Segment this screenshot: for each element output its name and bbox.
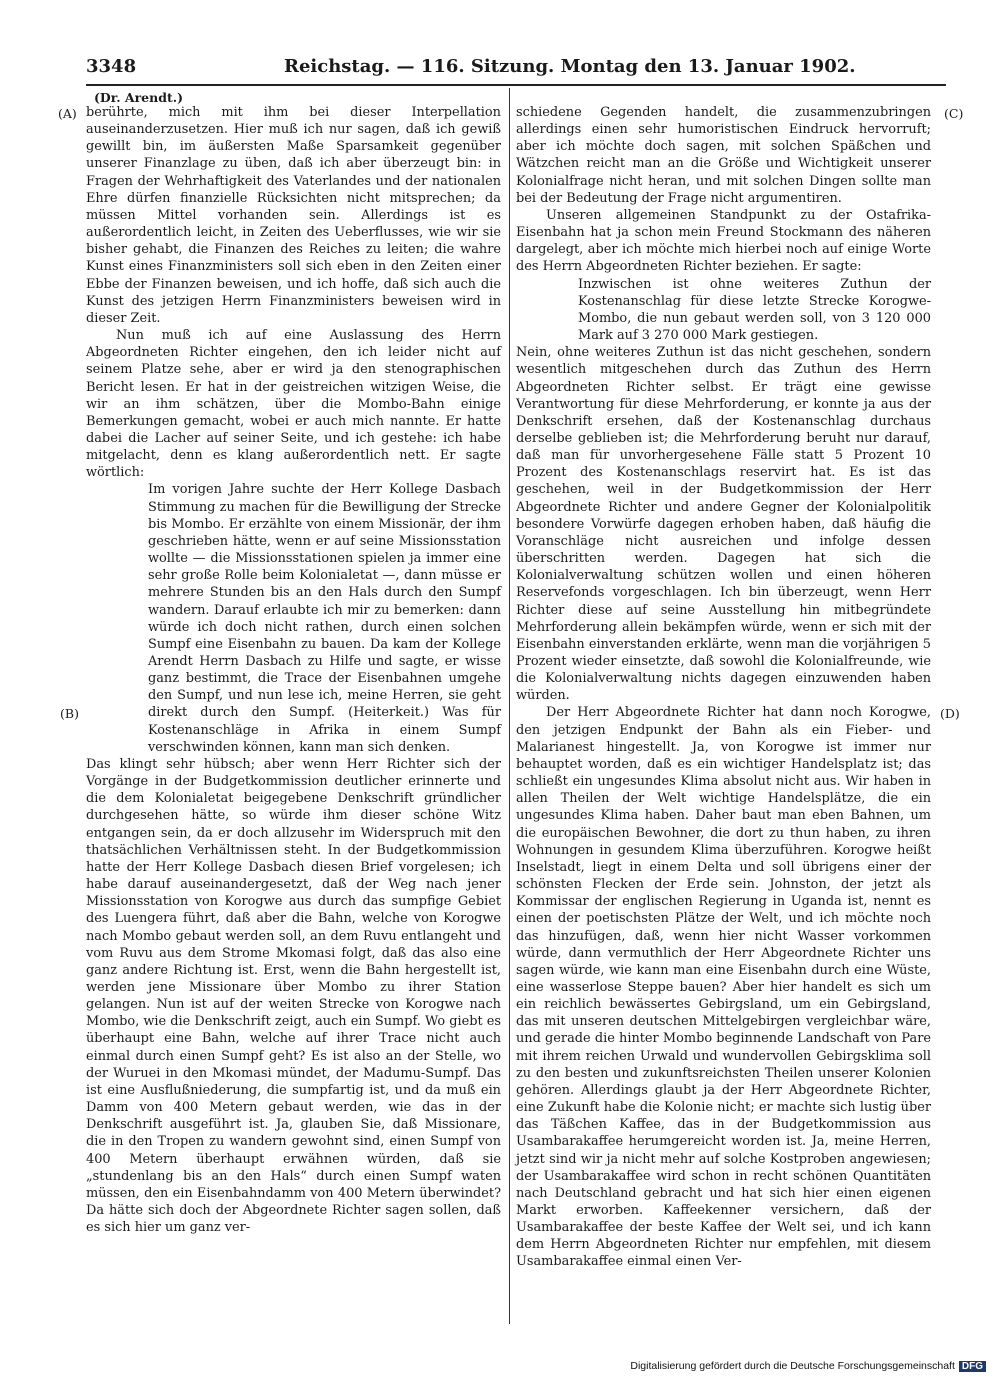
paragraph: Nein, ohne weiteres Zuthun ist das nicht geschehen, sondern wesentlich mitgeschehen durch das Zuthun des Herrn Abgeordneten Richter selbst. Er trägt eine gewisse Verantwortung für diese Mehrforderung, er konnte ja aus der Denkschrift ersehen, daß der Kostenanschlag durchaus derselbe geblieben ist; die Mehrforderung beruht nur darauf, daß man für unvorhergesehene Fälle statt 5 Prozent 10 Prozent des Kostenanschlags reservirt hat. Es ist das geschehen, weil in der Budgetkommission der Herr Abgeordnete Richter und andere Gegner der Kolonialpolitik besondere Vorwürfe dagegen erhoben haben, daß häufig die Voranschläge nicht ausreichen und infolge dessen überschritten werden. Dagegen hat sich die Kolonialverwaltung schützen wollen und einen höheren Reservefonds vorgeschlagen. Ich bin überzeugt, wenn Herr Richter diese auf seine Ausstellung hin mitbegründete Mehrforderung allein bekämpfen würde, wenn er sich mit der Eisenbahn einverstanden erklärte, wenn man die vorjährigen 5 Prozent wieder einsetzte, daß sowohl die Kolonialfreunde, wie die Kolonialverwaltung nichts dagegen einzuwenden haben würden. [516,345,931,704]
margin-mark-c: (C) [944,106,964,121]
paragraph: Nun muß ich auf eine Auslassung des Herrn Abgeordneten Richter eingehen, den ich leider nicht auf seinem Platze sehe, aber er wird ja den stenographischen Bericht lesen. Er hat in der geistreichen witzigen Weise, die wir an ihm schätzen, über die Mombo-Bahn einige Bemerkungen gemacht, wobei er auch mich nannte. Er hatte dabei die Lacher auf seiner Seite, und ich gestehe: ich habe mitgelacht, denn es klang außerordentlich nett. Er sagte wörtlich: [86,328,501,481]
footer-credit [630,1360,986,1372]
footer-text: Digitalisierung gefördert durch die Deutsche Forschungsgemeinschaft [630,1360,955,1372]
page-header [86,56,856,82]
header-rule [86,84,946,86]
margin-mark-b: (B) [60,706,79,721]
paragraph: berührte, mich mit ihm bei dieser Interpellation auseinanderzusetzen. Hier muß ich nur sagen, daß ich gewiß gewillt bin, im äußersten Maße Sparsamkeit gegenüber unserer Finanzlage zu üben, daß ich aber überzeugt bin: in Fragen der Wehrhaftigkeit des Vaterlandes und der nationalen Ehre dürfen finanzielle Rücksichten nicht mitsprechen; da müssen Mittel vorhanden sein. Allerdings ist es außerordentlich leicht, in Zeiten des Ueberflusses, wie wir sie bisher gehabt, die Finanzen des Reiches zu leiten; die wahre Kunst eines Finanzministers soll sich eben in den Zeiten einer Ebbe der Finanzen beweisen, und ich hoffe, daß sich auch die Kunst des jetzigen Herrn Finanzministers beweisen wird in dieser Zeit. [86,105,501,326]
quotation: Im vorigen Jahre suchte der Herr Kollege Dasbach Stimmung zu machen für die Bewilligung der Strecke bis Mombo. Er erzählte von einem Missionär, der ihm geschrieben hätte, wenn er auf seine Missionsstation wollte — die Missionsstationen spielen ja immer eine sehr große Rolle beim Kolonialetat —, dann müsse er mehrere Stunden bis an den Hals durch den Sumpf wandern. Darauf erlaubte ich mir zu bemerken: dann würde ich doch nicht rathen, durch einen solchen Sumpf eine Eisenbahn zu bauen. Da kam der Kollege Arendt Herrn Dasbach zu Hilfe und sagte, er wisse ganz bestimmt, die Trace der Eisenbahnen umgehe den Sumpf, und nun lese ich, meine Herren, sie geht direkt durch den Sumpf. (Heiterkeit.) Was für Kostenanschläge in Afrika in einem Sumpf verschwinden können, kann man sich denken. [148,482,501,755]
paragraph: Unseren allgemeinen Standpunkt zu der Ostafrika-Eisenbahn hat ja schon mein Freund Stockmann des näheren dargelegt, aber ich möchte mich hierbei noch auf einige Worte des Herrn Abgeordneten Richter beziehen. Er sagte: [516,207,931,275]
page-title: Reichstag. — 116. Sitzung. Montag den 13. Januar 1902. [284,56,856,77]
quotation: Inzwischen ist ohne weiteres Zuthun der Kostenanschlag für diese letzte Strecke Korogwe-Mombo, die nun gebaut werden soll, von 3 120 000 Mark auf 3 270 000 Mark gestiegen. [578,276,931,344]
column-divider [509,88,510,1324]
page-number: 3348 [86,56,137,77]
right-column [516,104,931,1271]
margin-mark-a: (A) [58,106,77,121]
paragraph: schiedene Gegenden handelt, die zusammenzubringen allerdings einen sehr humoristischen Eindruck hervorruft; aber ich möchte doch sagen, mit solchen Späßchen und Wätzchen reicht man an die Größe und Wichtigkeit unserer Kolonialfrage nicht heran, und mit solchen Dingen sollte man bei der Bedeutung der Frage nicht argumentiren. [516,105,931,206]
paragraph: Der Herr Abgeordnete Richter hat dann noch Korogwe, den jetzigen Endpunkt der Bahn als ein Fieber- und Malarianest hingestellt. Ja, von Korogwe ist immer nur behauptet worden, daß es ein wichtiger Handelsplatz ist; das schließt ein ungesundes Klima absolut nicht aus. Wir haben in allen Theilen der Welt wichtige Handelsplätze, die ein ungesundes Klima haben. Daher baut man eben Bahnen, um die europäischen Bewohner, die dort zu thun haben, zu ihren Wohnungen in gesundem Klima überzuführen. Korogwe heißt Inselstadt, liegt in einem Delta und soll übrigens einer der schönsten Flecken der Erde sein. Johnston, der jetzt als Kommissar der englischen Regierung in Uganda ist, nennt es einen der poetischsten Plätze der Welt, und ich möchte noch das hinzufügen, daß, wenn hier nicht Wasser vorkommen würde, dann vermuthlich der Herr Abgeordnete Richter uns sagen würde, wie kann man eine Eisenbahn durch eine Wüste, eine wasserlose Steppe bauen? Aber hier handelt es sich um ein reichlich bewässertes Gebirgsland, um ein Gebirgsland, das mit unseren deutschen Mittelgebirgen vergleichbar wäre, und gerade die hinter Mombo beginnende Landschaft von Pare mit ihrem reichen Urwald und wundervollen Gebirgsklima soll zu den besten und zukunftsreichsten Theilen unserer Kolonien gehören. Allerdings glaubt ja der Herr Abgeordnete Richter, eine Zukunft habe die Kolonie nicht; er machte sich lustig über das Täßchen Kaffee, das in der Budgetkommission aus Usambarakaffee herumgereicht worden ist. Ja, meine Herren, jetzt sind wir ja nicht mehr auf solche Kostproben angewiesen; der Usambarakaffee wird schon in recht schönen Quantitäten nach Deutschland gebracht und hat sich hier einen eigenen Markt erworben. Kaffeekenner versichern, daß der Usambarakaffee der beste Kaffee der Welt sei, und ich kann dem Herrn Abgeordneten Richter nur empfehlen, mit diesem Usambarakaffee einmal einen Ver- [516,705,931,1270]
speaker-label: (Dr. Arendt.) [94,90,184,105]
paragraph: Das klingt sehr hübsch; aber wenn Herr Richter sich der Vorgänge in der Budgetkommission deutlicher erinnerte und die dem Kolonialetat beigegebene Denkschrift gründlicher durchgesehen hätte, so würde ihm dieser schöne Witz entgangen sein, da er doch allzusehr im Widerspruch mit den thatsächlichen Verhältnissen steht. In der Budgetkommission hatte der Herr Kollege Dasbach diesen Brief vorgelesen; ich habe darauf auseinandergesetzt, daß der Weg nach jener Missionsstation von Korogwe aus durch das sumpfige Gebiet des Luengera führt, daß aber die Bahn, welche von Korogwe nach Mombo gebaut werden soll, an dem Ruvu entlangeht und vom Ruvu aus dem Strome Mkomasi folgt, daß das also eine ganz andere Richtung ist. Erst, wenn die Bahn hergestellt ist, werden jene Missionare über Mombo zu ihrer Station gelangen. Nun ist auf der weiten Strecke von Korogwe nach Mombo, wie die Denkschrift zeigt, auch ein Sumpf. Wo giebt es überhaupt eine Bahn, welche auf ihrer Trace nicht auch einmal durch einen Sumpf geht? Es ist also an der Stelle, wo der Wuruei in den Mkomasi mündet, der Madumu-Sumpf. Das ist eine Ausflußniederung, die sumpfartig ist, und da muß ein Damm von 400 Metern gebaut werden, wie das in der Denkschrift ausgeführt ist. Ja, glauben Sie, daß Missionare, die in den Tropen zu wandern gewohnt sind, einen Sumpf von 400 Metern überhaupt erwähnen würden, daß sie „stundenlang bis an den Hals“ durch einen Sumpf waten müssen, den ein Eisenbahndamm von 400 Metern überwindet? Da hätte sich doch der Abgeordnete Richter sagen sollen, daß es sich hier um ganz ver- [86,756,501,1236]
margin-mark-d: (D) [940,706,960,721]
left-column [86,104,501,1236]
dfg-logo: DFG [959,1361,986,1372]
